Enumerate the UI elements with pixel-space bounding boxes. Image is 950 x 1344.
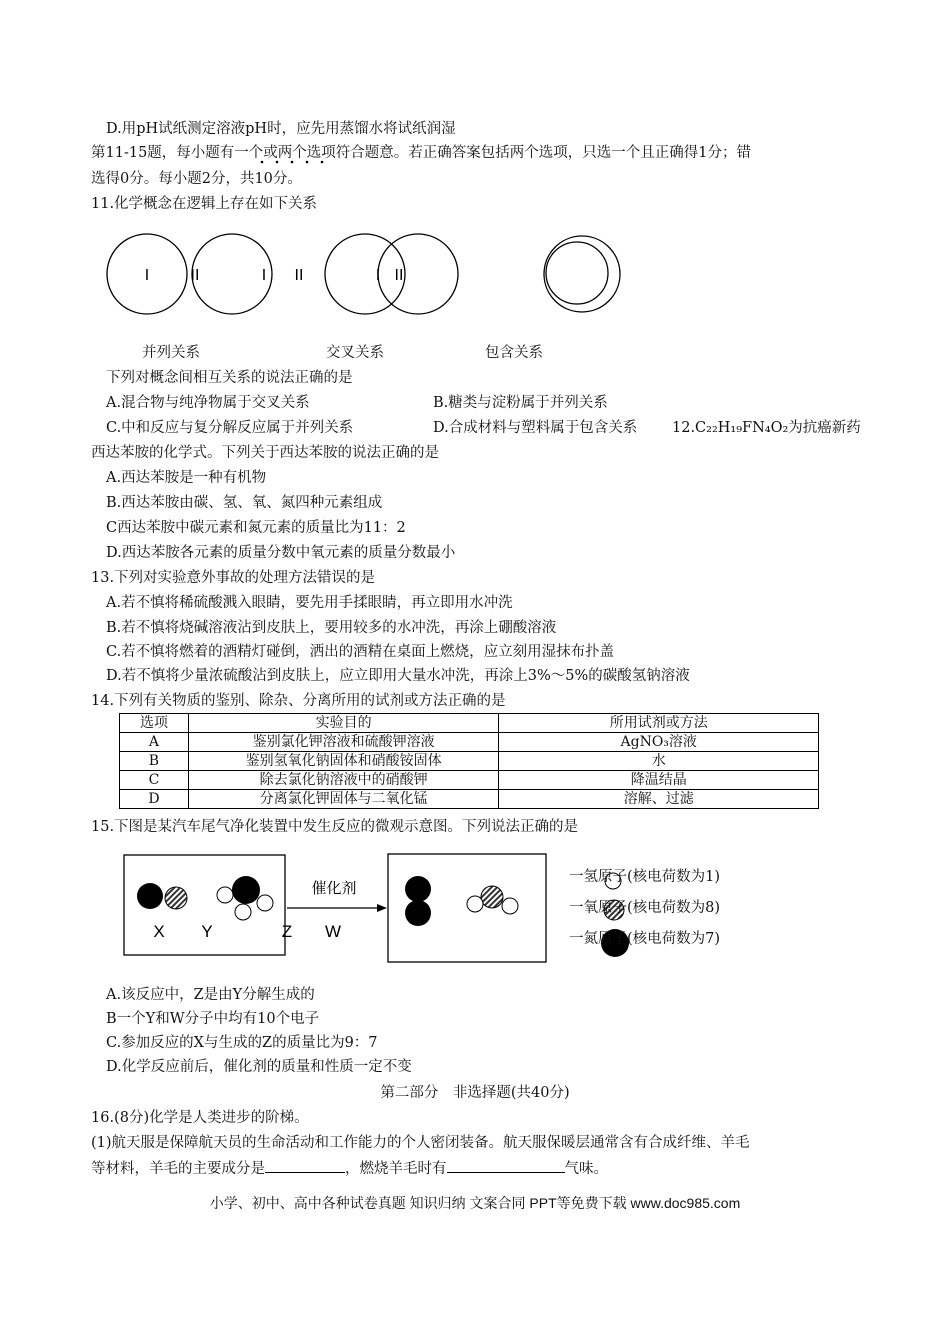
- q16-sub1-line1: (1)航天服是保障航天员的生命活动和工作能力的个人密闭装备。航天服保暖层通常含有合成纤维、羊毛: [91, 1135, 750, 1151]
- q12-stem-start: 12.C₂₂H₁₉FN₄O₂为抗癌新药: [672, 420, 861, 436]
- instructions-line1: 第11-15题，每小题有一个或两个选项符合题意。若正确答案包括两个选项，只选一个且正确得1分；错: [91, 145, 752, 161]
- part2-title: 第二部分 非选择题(共40分): [380, 1085, 570, 1101]
- label-w: W: [324, 922, 342, 941]
- q15-option-b: B一个Y和W分子中均有10个电子: [106, 1011, 320, 1027]
- q10-option-d: D.用pH试纸测定溶液pH时，应先用蒸馏水将试纸润湿: [106, 121, 456, 137]
- row-c-option: C: [120, 771, 189, 790]
- intersect-circle-right: [375, 234, 458, 314]
- row-a-purpose: 鉴别氯化钾溶液和硫酸钾溶液: [188, 733, 499, 752]
- legend-h-label: 一氢原子(核电荷数为1): [569, 869, 721, 885]
- q12-stem-cont: 西达苯胺的化学式。下列关于西达苯胺的说法正确的是: [91, 445, 439, 461]
- q11-option-a: A.混合物与纯净物属于交叉关系: [106, 395, 310, 411]
- y-h-atom-3: [235, 904, 251, 920]
- q16-sub1-text-b: ，燃烧羊毛时有: [345, 1161, 447, 1177]
- q13-stem: 13.下列对实验意外事故的处理方法错误的是: [91, 570, 376, 586]
- q12-option-a: A.西达苯胺是一种有机物: [106, 470, 267, 486]
- row-d-purpose: 分离氯化钾固体与二氧化锰: [188, 790, 499, 809]
- row-c-purpose: 除去氯化钠溶液中的硝酸钾: [188, 771, 499, 790]
- header-option: 选项: [120, 714, 189, 733]
- parallel-mark-i: I: [144, 267, 150, 284]
- footer-text: 小学、初中、高中各种试卷真题 知识归纳 文案合同 PPT等免费下载 www.doc985.com: [209, 1195, 741, 1211]
- q15-stem: 15.下图是某汽车尾气净化装置中发生反应的微观示意图。下列说法正确的是: [91, 819, 579, 835]
- row-a-method: AgNO₃溶液: [499, 733, 819, 752]
- q13-option-d: D.若不慎将少量浓硫酸沾到皮肤上，应立即用大量水冲洗，再涂上3%～5%的碳酸氢钠溶液: [106, 668, 690, 684]
- row-a-option: A: [120, 733, 189, 752]
- q13-option-c: C.若不慎将燃着的酒精灯碰倒，洒出的酒精在桌面上燃烧，应立刻用湿抹布扑盖: [106, 644, 615, 660]
- table-row: [120, 733, 819, 752]
- intersect-mark-ii: II: [394, 267, 404, 284]
- q11-option-b: B.糖类与淀粉属于并列关系: [433, 395, 608, 411]
- q13-option-a: A.若不慎将稀硫酸溅入眼睛，要先用手揉眼睛，再立即用水冲洗: [106, 595, 513, 611]
- table-row: [120, 752, 819, 771]
- label-z: Z: [281, 922, 293, 941]
- q16-sub1-text-c: 气味。: [564, 1161, 608, 1177]
- q11-stem: 11.化学概念在逻辑上存在如下关系: [91, 196, 318, 212]
- z-n-atom-1: [405, 876, 431, 902]
- parallel-mark-ii-2: II: [294, 267, 304, 284]
- parallel-mark-ii: II: [190, 267, 200, 284]
- caption-contain: 包含关系: [485, 345, 543, 361]
- q15-option-c: C.参加反应的X与生成的Z的质量比为9：7: [106, 1035, 378, 1051]
- table-row: [120, 790, 819, 809]
- answer-blank-1[interactable]: [265, 1158, 345, 1173]
- q12-option-b: B.西达苯胺由碳、氢、氧、氮四种元素组成: [106, 495, 383, 511]
- q16-stem: 16.(8分)化学是人类进步的阶梯。: [91, 1110, 309, 1126]
- caption-parallel: 并列关系: [142, 345, 200, 361]
- q11-question: 下列对概念间相互关系的说法正确的是: [106, 370, 353, 386]
- answer-blank-2[interactable]: [447, 1158, 565, 1173]
- parallel-mark-i-2: I: [261, 267, 267, 284]
- y-n-atom: [232, 876, 260, 904]
- table-header-row: [120, 714, 819, 733]
- w-h-atom-2: [502, 898, 518, 914]
- legend-o-label: 一氧原子(核电荷数为8): [569, 900, 721, 916]
- header-purpose: 实验目的: [188, 714, 499, 733]
- q11-option-d: D.合成材料与塑料属于包含关系: [433, 420, 638, 436]
- contain-circle-inner: [546, 242, 608, 304]
- row-b-option: B: [120, 752, 189, 771]
- catalyst-label: 催化剂: [311, 880, 357, 897]
- q11-logic-diagram: [100, 232, 640, 322]
- q13-option-b: B.若不慎将烧碱溶液沾到皮肤上，要用较多的水冲洗，再涂上硼酸溶液: [106, 620, 557, 636]
- w-h-atom-1: [467, 896, 483, 912]
- w-o-atom: [481, 886, 503, 908]
- caption-intersect: 交叉关系: [326, 345, 384, 361]
- row-c-method: 降温结晶: [499, 771, 819, 790]
- header-method: 所用试剂或方法: [499, 714, 819, 733]
- q11-option-c: C.中和反应与复分解反应属于并列关系: [106, 420, 354, 436]
- label-x: X: [153, 922, 165, 941]
- q15-option-a: A.该反应中，Z是由Y分解生成的: [106, 987, 315, 1003]
- row-d-option: D: [120, 790, 189, 809]
- y-h-atom-1: [217, 887, 233, 903]
- reaction-arrow-head: [377, 904, 387, 912]
- z-n-atom-2: [405, 900, 431, 926]
- q14-table: [119, 713, 819, 809]
- q16-sub1-line2: [91, 1158, 608, 1179]
- q14-stem: 14.下列有关物质的鉴别、除杂、分离所用的试剂或方法正确的是: [91, 693, 506, 709]
- x-o-atom: [165, 887, 187, 909]
- x-n-atom: [137, 883, 163, 909]
- table-row: [120, 771, 819, 790]
- row-b-method: 水: [499, 752, 819, 771]
- row-d-method: 溶解、过滤: [499, 790, 819, 809]
- q12-option-d: D.西达苯胺各元素的质量分数中氧元素的质量分数最小: [106, 545, 456, 561]
- instructions-line2: 选得0分。每小题2分，共10分。: [91, 171, 302, 187]
- parallel-circle-right: [192, 234, 272, 314]
- intersect-mark-i: I: [375, 267, 381, 284]
- legend-n-label: 一氮原子(核电荷数为7): [569, 931, 721, 947]
- q12-option-c: C西达苯胺中碳元素和氮元素的质量比为11：2: [106, 520, 406, 536]
- q15-reaction-diagram: [0, 840, 950, 975]
- y-h-atom-2: [257, 895, 273, 911]
- q16-sub1-text-a: 等材料，羊毛的主要成分是: [91, 1161, 265, 1177]
- q15-option-d: D.化学反应前后，催化剂的质量和性质一定不变: [106, 1059, 412, 1075]
- label-y: Y: [201, 922, 213, 941]
- row-b-purpose: 鉴别氢氧化钠固体和硝酸铵固体: [188, 752, 499, 771]
- intersect-circle-left: [325, 234, 405, 314]
